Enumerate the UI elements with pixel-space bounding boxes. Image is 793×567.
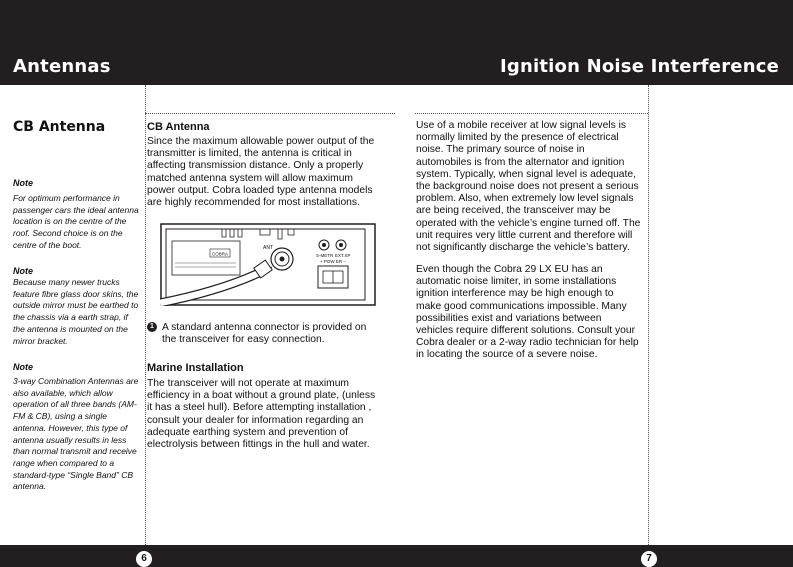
smeter-label: S-METR [316, 253, 334, 258]
marine-heading: Marine Installation [147, 362, 244, 374]
ignition-paragraph-1: Use of a mobile receiver at low signal levels is normally limited by the presence of electrical noise. The primary source of noise in automobiles is from the alternator and ignition system. Typically, when signal level is adequate, the background noise does not present a serious problem. Also, when extremely low level signals are being received, the transceiver may be operated with the vehicle’s engine turned off. The unit requires very little current and therefore will not significantly discharge the vehicle’s battery. [416, 120, 641, 254]
note-text: Because many newer trucks feature fibre glass door skins, the outside mirror must be earthed to the chassis via a earth strap, if the antenna is mounted on the mirror bracket. [13, 277, 139, 346]
power-label: + POW ER – [320, 259, 346, 264]
extsp-label: EXT.SP [335, 253, 351, 258]
sidebar-title: CB Antenna [13, 119, 106, 135]
footer-bar [0, 545, 793, 567]
note-heading: Note [13, 362, 33, 372]
right-page-title: Ignition Noise Interference [500, 56, 779, 77]
note-text: 3-way Combination Antennas are also available, which allow operation of all three bands (AM-FM & CB), using a single antenna. However, this type of antenna usually results in less than normal transmit and receive range when compared to a standard-type “Single Band” CB antenna. [13, 376, 139, 492]
callout-number: 1 [147, 322, 157, 332]
ignition-paragraph-2: Even though the Cobra 29 LX EU has an automatic noise limiter, in some installations ignition interference may be high enough to make good communications impossible. Many possibilities exist and variations between vehicles require different solutions. Consult your Cobra dealer or a 2-way radio technician for help in locating the source of a severe noise. [416, 264, 639, 361]
right-column-divider [648, 85, 649, 545]
page-number-right: 7 [641, 551, 657, 567]
page-number-left: 6 [136, 551, 152, 567]
note-heading: Note [13, 178, 33, 188]
note-text: For optimum performance in passenger cars the ideal antenna location is on the centre of the roof. Second choice is on the centre of the boot. [13, 193, 139, 250]
left-top-rule [145, 113, 395, 114]
figure-caption: A standard antenna connector is provided on the transceiver for easy connection. [162, 322, 367, 346]
cb-antenna-heading: CB Antenna [147, 121, 210, 133]
brand-label: COBRA [211, 251, 229, 257]
note-heading: Note [13, 266, 33, 276]
right-top-rule [415, 113, 648, 114]
cb-antenna-text: Since the maximum allowable power output of the transmitter is limited, the antenna is critical in affecting transmission distance. Only a properly matched antenna system will allow maximum power output. Cobra loaded type antenna models are highly recommended for most installations. [147, 136, 375, 209]
ant-label: ANT [263, 245, 273, 251]
left-page-title: Antennas [13, 56, 111, 77]
marine-text: The transceiver will not operate at maximum efficiency in a boat without a ground plate, (unless it has a steel hull). Before attempting installation , consult your dealer for information regarding an adequate earthing system and prevention of electrolysis between fittings in the hull and water. [147, 378, 376, 451]
left-column-divider [145, 85, 146, 545]
antenna-connector-diagram [160, 223, 376, 306]
